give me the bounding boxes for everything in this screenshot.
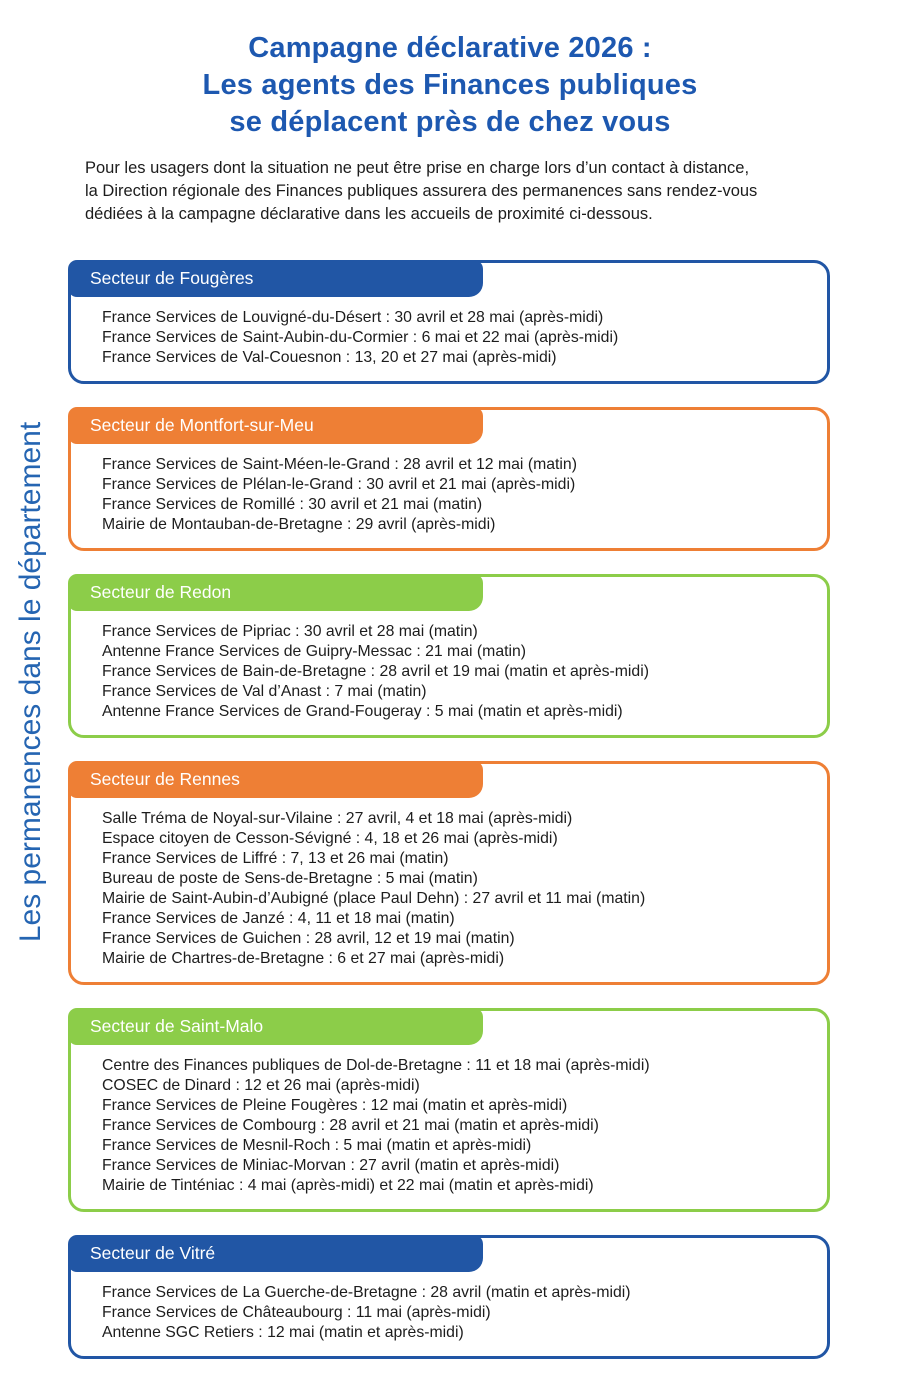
permanence-list	[102, 308, 813, 368]
sector-header: Secteur de Montfort-sur-Meu	[68, 407, 483, 444]
permanence-item: France Services de Châteaubourg : 11 mai (après-midi)	[102, 1304, 491, 1321]
permanence-list	[102, 809, 813, 969]
sector-header: Secteur de Redon	[68, 574, 483, 611]
sector-box	[68, 761, 830, 985]
permanence-list	[102, 455, 813, 535]
permanence-item: France Services de Janzé : 4, 11 et 18 mai (matin)	[102, 910, 455, 927]
sections	[68, 260, 830, 1382]
permanence-item: Antenne France Services de Grand-Fougeray : 5 mai (matin et après-midi)	[102, 703, 623, 720]
sector-header: Secteur de Vitré	[68, 1235, 483, 1272]
permanence-list	[102, 1283, 813, 1343]
page-title-line-2: Les agents des Finances publiques	[202, 69, 698, 101]
permanence-item: France Services de Miniac-Morvan : 27 avril (matin et après-midi)	[102, 1157, 560, 1174]
permanence-list	[102, 622, 813, 722]
permanence-item: France Services de Bain-de-Bretagne : 28 avril et 19 mai (matin et après-midi)	[102, 663, 649, 680]
permanence-item: Salle Tréma de Noyal-sur-Vilaine : 27 avril, 4 et 18 mai (après-midi)	[102, 810, 573, 827]
sector-box	[68, 407, 830, 551]
permanence-item: Espace citoyen de Cesson-Sévigné : 4, 18 et 26 mai (après-midi)	[102, 830, 558, 847]
intro-paragraph	[85, 157, 830, 226]
permanence-item: Centre des Finances publiques de Dol-de-Bretagne : 11 et 18 mai (après-midi)	[102, 1057, 650, 1074]
permanence-item: Bureau de poste de Sens-de-Bretagne : 5 mai (matin)	[102, 870, 478, 887]
permanence-item: France Services de Saint-Aubin-du-Cormier : 6 mai et 22 mai (après-midi)	[102, 329, 619, 346]
sector-header: Secteur de Fougères	[68, 260, 483, 297]
permanence-item: Mairie de Tinténiac : 4 mai (après-midi) et 22 mai (matin et après-midi)	[102, 1177, 594, 1194]
permanence-item: France Services de Louvigné-du-Désert : 30 avril et 28 mai (après-midi)	[102, 309, 604, 326]
sector-header: Secteur de Saint-Malo	[68, 1008, 483, 1045]
permanence-item: France Services de Pleine Fougères : 12 mai (matin et après-midi)	[102, 1097, 568, 1114]
permanence-item: Antenne France Services de Guipry-Messac : 21 mai (matin)	[102, 643, 527, 660]
permanence-item: France Services de Guichen : 28 avril, 12 et 19 mai (matin)	[102, 930, 515, 947]
page-title-line-1: Campagne déclarative 2026 :	[248, 32, 652, 64]
permanence-item: France Services de Val-Couesnon : 13, 20 et 27 mai (après-midi)	[102, 349, 557, 366]
permanence-item: France Services de Val d’Anast : 7 mai (matin)	[102, 683, 427, 700]
sector-box	[68, 1008, 830, 1212]
permanence-item: Mairie de Saint-Aubin-d’Aubigné (place Paul Dehn) : 27 avril et 11 mai (matin)	[102, 890, 646, 907]
permanence-item: France Services de Saint-Méen-le-Grand : 28 avril et 12 mai (matin)	[102, 456, 577, 473]
page-title	[0, 30, 900, 141]
permanence-item: France Services de Plélan-le-Grand : 30 avril et 21 mai (après-midi)	[102, 476, 576, 493]
sector-box	[68, 1235, 830, 1359]
permanence-item: Mairie de Chartres-de-Bretagne : 6 et 27 mai (après-midi)	[102, 950, 505, 967]
intro-line-3: dédiées à la campagne déclarative dans les accueils de proximité ci-dessous.	[85, 205, 653, 223]
sector-header: Secteur de Rennes	[68, 761, 483, 798]
permanence-item: France Services de Pipriac : 30 avril et 28 mai (matin)	[102, 623, 478, 640]
permanence-item: France Services de La Guerche-de-Bretagne : 28 avril (matin et après-midi)	[102, 1284, 631, 1301]
permanence-item: France Services de Mesnil-Roch : 5 mai (matin et après-midi)	[102, 1137, 532, 1154]
permanence-item: COSEC de Dinard : 12 et 26 mai (après-midi)	[102, 1077, 420, 1094]
permanence-item: France Services de Combourg : 28 avril et 21 mai (matin et après-midi)	[102, 1117, 599, 1134]
permanence-item: France Services de Romillé : 30 avril et 21 mai (matin)	[102, 496, 483, 513]
permanence-list	[102, 1056, 813, 1196]
permanence-item: France Services de Liffré : 7, 13 et 26 mai (matin)	[102, 850, 449, 867]
intro-line-1: Pour les usagers dont la situation ne peut être prise en charge lors d’un contact à distance,	[85, 159, 750, 177]
page-title-line-3: se déplacent près de chez vous	[229, 106, 671, 138]
permanence-item: Mairie de Montauban-de-Bretagne : 29 avril (après-midi)	[102, 516, 496, 533]
intro-line-2: la Direction régionale des Finances publiques assurera des permanences sans rendez-vous	[85, 182, 758, 200]
side-vertical-label: Les permanences dans le département	[14, 421, 47, 943]
sector-box	[68, 260, 830, 384]
permanence-item: Antenne SGC Retiers : 12 mai (matin et après-midi)	[102, 1324, 464, 1341]
sector-box	[68, 574, 830, 738]
